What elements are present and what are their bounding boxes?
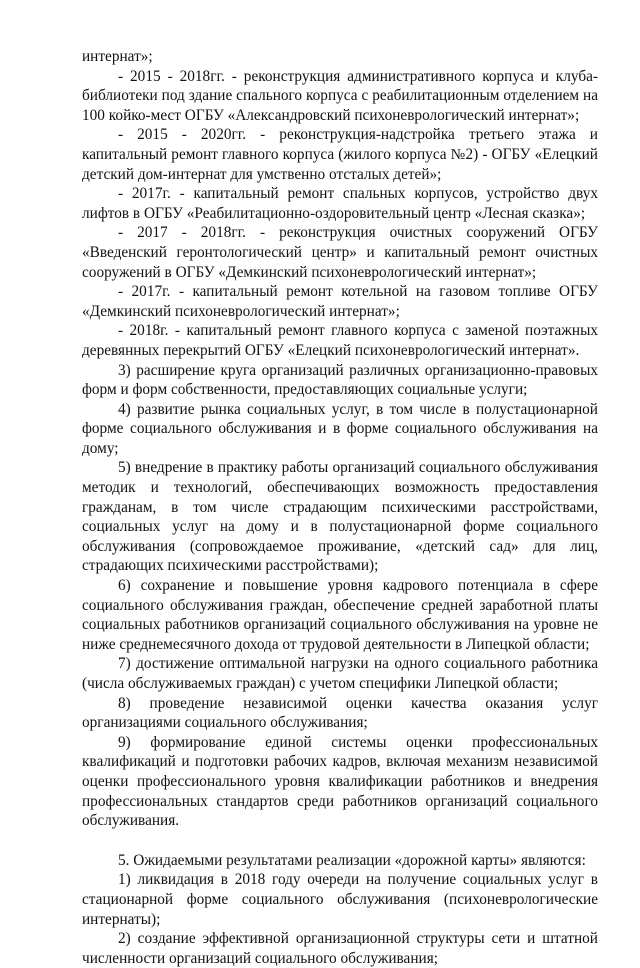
paragraph-item-3: 3) расширение круга организаций различных организационно-правовых форм и форм собственности, предоставляющих социальные услуги; xyxy=(82,361,598,399)
paragraph-item-9: 9) формирование единой системы оценки профессиональных квалификаций и подготовки рабочих кадров, включая механизм независимой оценки профессионального уровня квалификации работников и внедрения профессиональных стандартов среди работников организаций социального обслуживания. xyxy=(82,733,598,830)
list-item-repair-lesnaya-skazka: - 2017г. - капитальный ремонт спальных корпусов, устройство двух лифтов в ОГБУ «Реабилитационно-оздоровительный центр «Лесная сказка»; xyxy=(82,185,598,222)
list-item-reconstruction-aleksandrovsky: - 2015 - 2018гг. - реконструкция административного корпуса и клуба-библиотеки под здание спального корпуса с реабилитационным отделением на 100 койко-мест ОГБУ «Александровский психоневрологический интернат»; xyxy=(82,67,598,124)
paragraph-item-8: 8) проведение независимой оценки качества оказания услуг организациями социального обслуживания; xyxy=(82,694,598,732)
document-body xyxy=(82,47,598,968)
paragraph-item-7: 7) достижение оптимальной нагрузки на одного социального работника (числа обслуживаемых граждан) с учетом специфики Липецкой области; xyxy=(82,655,598,692)
paragraph-item-4: 4) развитие рынка социальных услуг, в том числе в полустационарной форме социального обслуживания и в форме социального обслуживания на дому; xyxy=(82,400,598,457)
section-heading-expected-results: 5. Ожидаемыми результатами реализации «дорожной карты» являются: xyxy=(118,851,586,869)
result-item-1: 1) ликвидация в 2018 году очереди на получение социальных услуг в стационарной форме социального обслуживания (психоневрологические интернаты); xyxy=(82,871,598,928)
paragraph-item-5: 5) внедрение в практику работы организаций социального обслуживания методик и технологий, обеспечивающих возможность предоставления гражданам, в том числе страдающим психическими расстройствами, социальных услуг на дому и в полустационарной форме социального обслуживания (сопровождаемое проживание, «детский сад» для лиц, страдающих психическими расстройствами); xyxy=(82,459,598,575)
section-spacer xyxy=(82,831,598,851)
list-item-treatment-facilities: - 2017 - 2018гг. - реконструкция очистных сооружений ОГБУ «Введенский геронтологический центр» и капитальный ремонт очистных сооружений в ОГБУ «Демкинский психоневрологический интернат»; xyxy=(82,224,598,281)
paragraph-continuation: интернат»; xyxy=(82,48,153,65)
result-item-2: 2) создание эффективной организационной структуры сети и штатной численности организаций социального обслуживания; xyxy=(82,930,598,967)
list-item-main-building-repair: - 2018г. - капитальный ремонт главного корпуса с заменой поэтажных деревянных перекрытий ОГБУ «Елецкий психоневрологический интернат». xyxy=(82,322,598,359)
list-item-boiler-repair: - 2017г. - капитальный ремонт котельной на газовом топливе ОГБУ «Демкинский психоневрологический интернат»; xyxy=(82,283,598,320)
list-item-superstructure-eletsky: - 2015 - 2020гг. - реконструкция-надстройка третьего этажа и капитальный ремонт главного корпуса (жилого корпуса №2) - ОГБУ «Елецкий детский дом-интернат для умственно отсталых детей»; xyxy=(82,126,598,183)
paragraph-item-6: 6) сохранение и повышение уровня кадрового потенциала в сфере социального обслуживания граждан, обеспечение средней заработной платы социальных работников организаций социального обслуживания на уровне не ниже среднемесячного дохода от трудовой деятельности в Липецкой области; xyxy=(82,577,598,653)
